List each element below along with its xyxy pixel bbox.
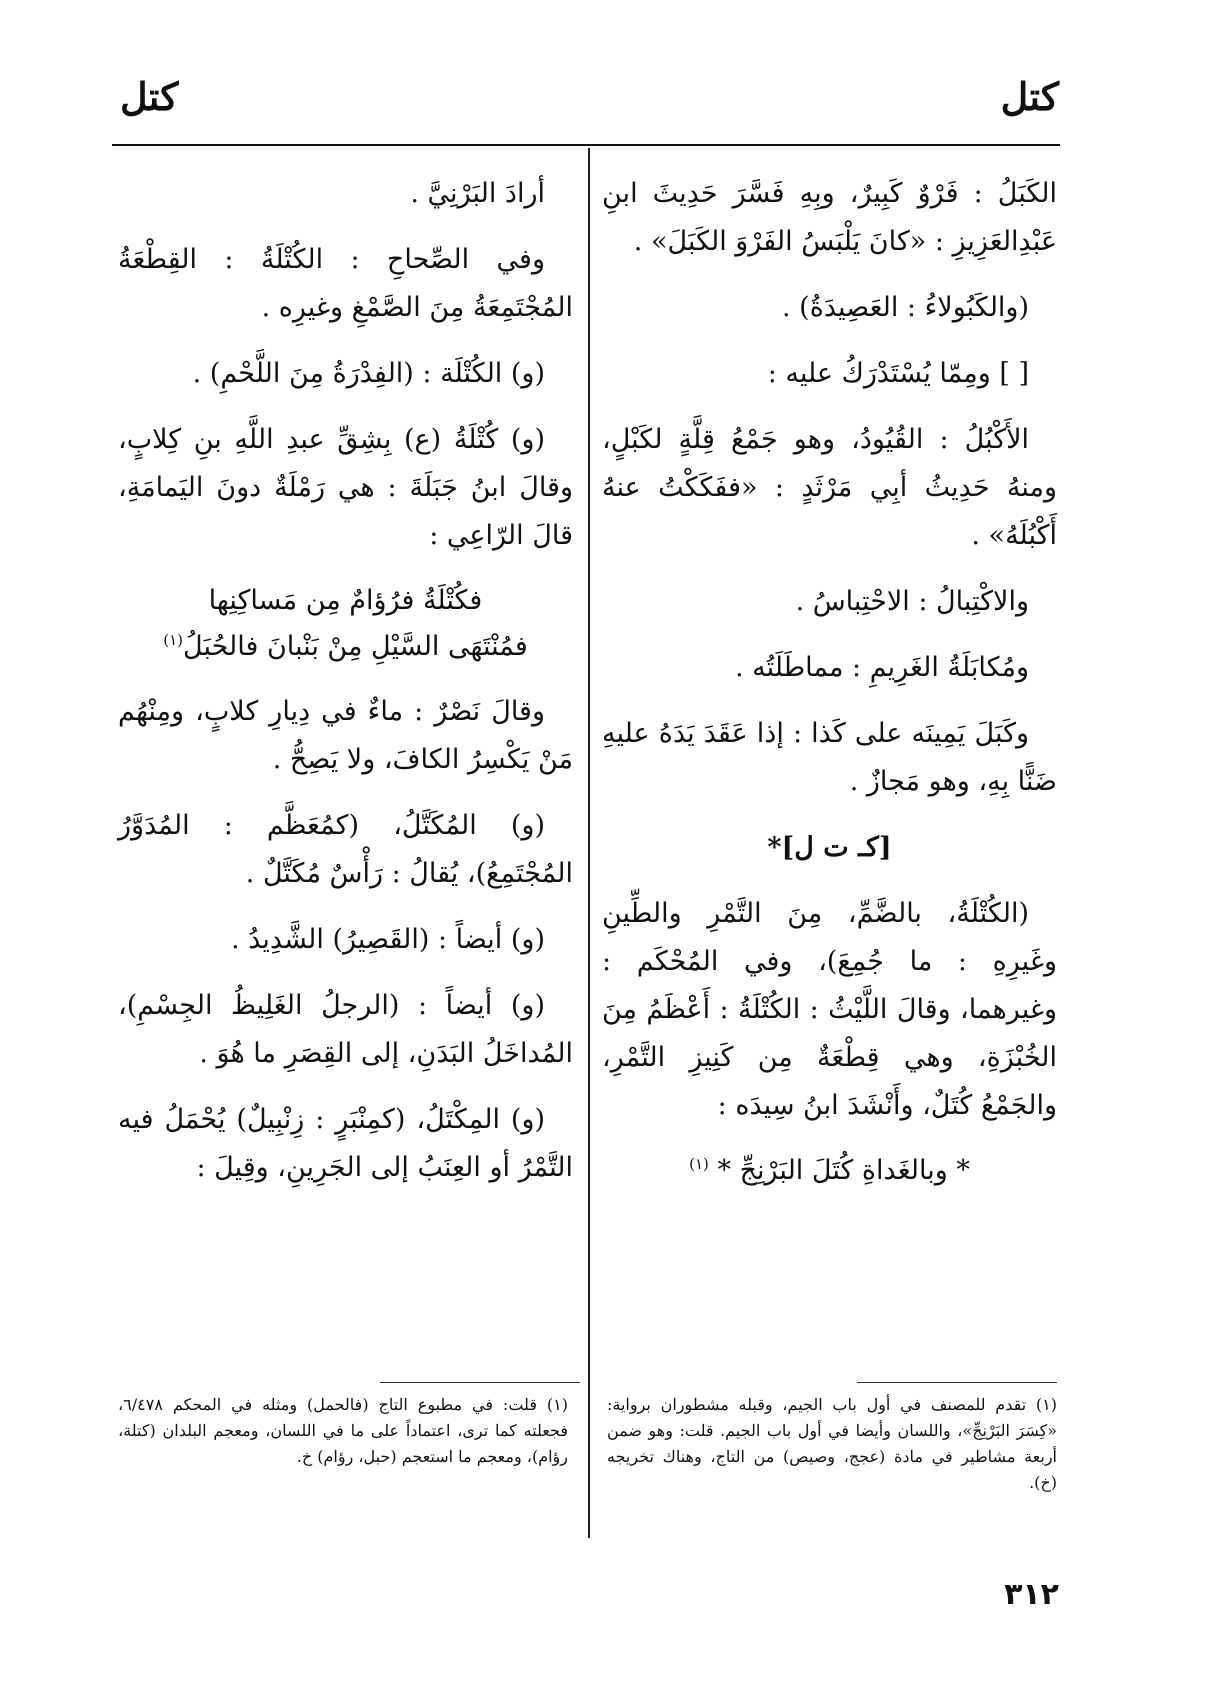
paragraph: أرادَ البَرْنِيَّ . bbox=[410, 178, 545, 209]
paragraph: (و) المِكْتَلُ، (كمِنْبَرٍ : زِنْبِيلٌ) يُحْمَلُ فيه التَّمْرُ أو العِنَبُ إلى الجَرِينِ، وقِيلَ : bbox=[118, 1104, 573, 1183]
footnote-marker: (١) bbox=[689, 1155, 709, 1173]
paragraph: (و) الكُتْلَة : (الفِدْرَةُ مِنَ اللَّحْمِ) . bbox=[192, 358, 545, 389]
header-rule bbox=[112, 144, 1060, 146]
footnote-marker: (١) bbox=[163, 631, 183, 649]
paragraph: (و) المُكَتَّلُ، (كمُعَظَّم : المُدَوَّرُ المُجْتَمِعُ)، يُقالُ : رَأْسٌ مُكَتَّلٌ . bbox=[118, 810, 573, 889]
verse-line: فمُنْتَهَى السَّيْلِ مِنْ بَنْبانَ فالحُبَلُ bbox=[183, 631, 528, 662]
paragraph: والاكْتِبالُ : الاحْتِباسُ . bbox=[795, 586, 1029, 617]
left-column bbox=[118, 170, 573, 1210]
footnote-right: (١) تقدم للمصنف في أول باب الجيم، وقبله مشطوران برواية: «كِسَرَ البَرْنِجِّ»، واللسان وأيضا في أول باب الجيم. قلت: وهو ضمن أربعة مشاطير في مادة (عجج، وصيص) من التاج، وهناك تخريجه (خ). bbox=[607, 1395, 1058, 1492]
paragraph: وكَبَلَ يَمِينَه على كَذا : إذا عَقَدَ يَدَهُ عليهِ ضَنًّا بِهِ، وهو مَجازٌ . bbox=[602, 718, 1057, 797]
paragraph: الأَكْبُلُ : القُيُودُ، وهو جَمْعُ قِلَّةٍ لكَبْلٍ، ومنهُ حَدِيثُ أبِي مَرْثَدٍ : «ففَكَكْتُ عنهُ أَكْبُلَهُ» . bbox=[602, 424, 1057, 551]
paragraph: وقالَ نَصْرٌ : ماءٌ في دِيارِ كلابٍ، ومِنْهُم مَنْ يَكْسِرُ الكافَ، ولا يَصِحُّ . bbox=[118, 696, 573, 775]
page-number: ٣١٢ bbox=[1004, 1577, 1059, 1612]
column-divider bbox=[588, 148, 590, 1538]
right-column bbox=[602, 170, 1057, 1212]
paragraph: ومُكابَلَةُ الغَرِيمِ : مماطَلَتُه . bbox=[734, 652, 1029, 683]
paragraph: (و) كُتْلَةُ (ع) بِشِقِّ عبدِ اللَّهِ بنِ كِلابٍ، وقالَ ابنُ جَبَلَةَ : هي رَمْلَةٌ دونَ اليَمامَةِ، قالَ الرّاعِي : bbox=[118, 424, 573, 551]
paragraph: (الكُتْلَةُ، بالضَّمِّ، مِنَ التَّمْرِ والطِّينِ وغَيرِهِ : ما جُمِعَ)، وفي المُحْكَم : وغيرهما، وقالَ اللَّيْثُ : الكُتْلَةُ : أَعْظَمُ مِنَ الخُبْزَةِ، وهي قِطْعَةٌ مِن كَنِيزِ التَّمْرِ، والجَمْعُ كُتَلٌ، وأَنْشَدَ ابنُ سِيدَه : bbox=[602, 898, 1057, 1121]
running-head-left: كتل bbox=[120, 74, 179, 119]
paragraph: (و) أيضاً : (الرجلُ الغَلِيظُ الجِسْمِ)، المُداخَلُ البَدَنِ، إلى القِصَرِ ما هُوَ . bbox=[118, 990, 573, 1069]
verse-line: فكُتْلَةُ فرُؤامٌ مِن مَساكِنِها bbox=[208, 585, 483, 616]
paragraph: وفي الصِّحاحِ : الكُتْلَةُ : القِطْعَةُ المُجْتَمِعَةُ مِنَ الصَّمْغِ وغيرِه . bbox=[118, 244, 573, 323]
footnote-rule-left bbox=[380, 1382, 580, 1383]
paragraph: [ ] ومِمّا يُسْتَدْرَكُ عليه : bbox=[767, 358, 1029, 389]
verse bbox=[602, 1148, 1057, 1194]
paragraph: الكَبَلُ : فَرْوٌ كَبِيرٌ، وبِهِ فَسَّرَ حَدِيثَ ابنِ عَبْدِالعَزِيزِ : «كانَ يَلْبَسُ الفَرْوَ الكَبَلَ» . bbox=[602, 178, 1057, 257]
footnote-left: (١) قلت: في مطبوع التاج (فالحمل) ومثله في المحكم ٦/٤٧٨، فجعلته كما ترى، اعتماداً على ما في اللسان، ومعجم البلدان (كتلة، رؤام)، ومعجم ما استعجم (حبل، رؤام) خ. bbox=[118, 1395, 568, 1466]
footnote-rule-right bbox=[857, 1382, 1057, 1383]
verse bbox=[118, 578, 573, 670]
entry-heading: [كـ ت ل]* bbox=[767, 832, 892, 863]
paragraph: (و) أيضاً : (القَصِيرُ) الشَّدِيدُ . bbox=[231, 924, 545, 955]
verse-line: * وبالغَداةِ كُتَلَ البَرْنِجِّ * bbox=[717, 1155, 970, 1186]
paragraph: (والكَبُولاءُ : العَصِيدَةُ) . bbox=[782, 292, 1029, 323]
running-head-right: كتل bbox=[1000, 74, 1059, 119]
